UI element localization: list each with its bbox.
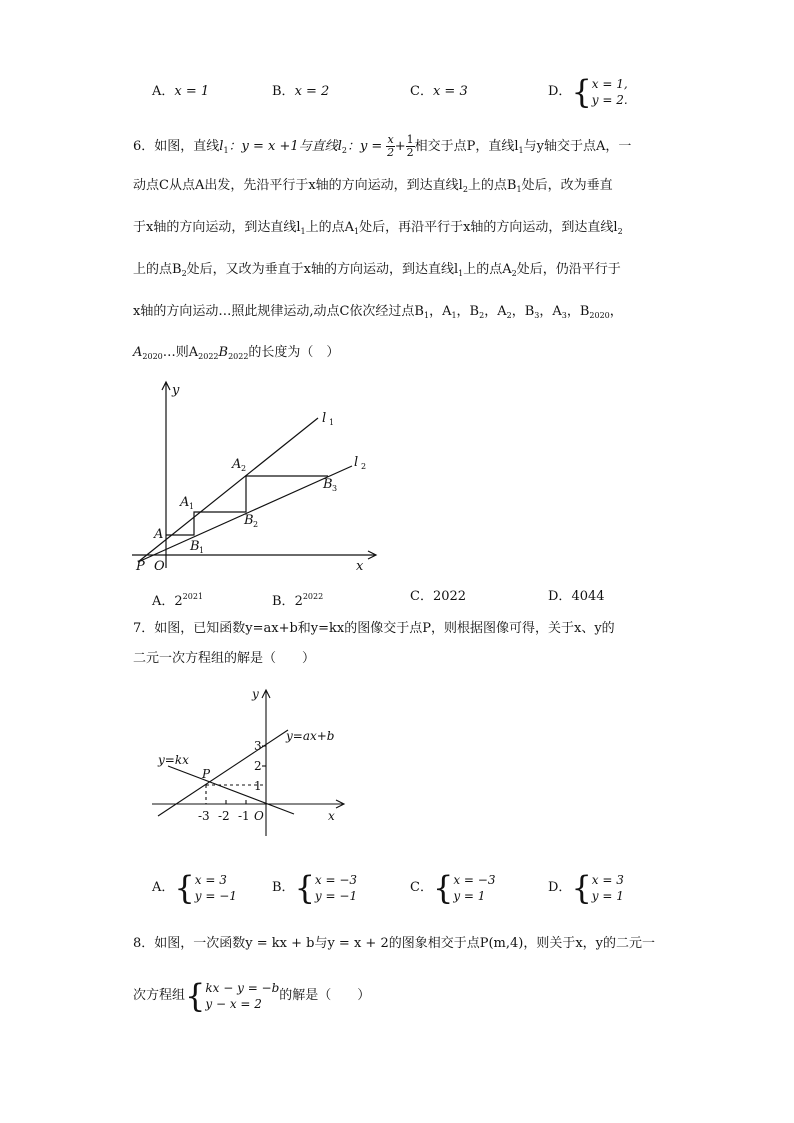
q6-seq-sub: 3 [561, 311, 567, 320]
q6-line-l1 [138, 418, 318, 562]
q7-label-p: P [202, 767, 211, 781]
q5-option-a: A．x = 1 [152, 84, 210, 99]
q6-line-5: x轴的方向运动…照此规律运动,动点C依次经过点$B_1$，$A_1$，$B_2$，$A_2$，$B_3$，$A_3$，$B_{2020}$， [133, 304, 623, 320]
q6-seq-term: ，B [566, 304, 590, 319]
q6-figure [128, 378, 388, 574]
q6-label-l2-sub: 2 [361, 462, 367, 471]
q7-option-d: D．{ x = 3 y = 1 [548, 869, 624, 907]
q6-seq-term: ，A [539, 304, 562, 319]
q6-line-2: 动点C从点A出发，先沿平行于x轴的方向运动，到达直线$l_2$上的点$B_1$处后，改为垂直 [133, 178, 613, 194]
q6-line-4: 上的点$B_2$处后，又改为垂直于x轴的方向运动，到达直线$l_1$上的点$A_2$处后，仍沿平行于 [133, 262, 621, 278]
q6-seq-sub: 3 [534, 311, 540, 320]
q6-seq-term: ，A [429, 304, 452, 319]
q8-line-2: 次方程组{ kx − y = −b y − x = 2 的解是（ ） [133, 977, 371, 1015]
q6-option-d: D．4044 [548, 589, 605, 604]
q6-label-b3: B [323, 477, 333, 492]
q6-label-a2: A [232, 457, 242, 472]
q6-label-l1: l [322, 411, 327, 426]
q6-option-a: A．$2^{2021}$ [152, 592, 204, 609]
q6-label-y: y [172, 383, 180, 398]
q6-option-b: B．$2^{2022}$ [272, 592, 324, 609]
q7-tick-label-m3: -3 [198, 809, 210, 823]
q6-label-a2-sub: 2 [241, 464, 247, 473]
q7-option-b: B．{ x = −3 y = −1 [272, 869, 358, 907]
q7-label-y: y [252, 687, 259, 701]
q5-option-c: C．x = 3 [410, 84, 468, 99]
q6-label-b1: B [190, 539, 200, 554]
q6-seq-sub: 2 [506, 311, 512, 320]
q6-label-l1-sub: 1 [329, 418, 335, 427]
q7-option-a: A．{ x = 3 y = −1 [152, 869, 237, 907]
q5-option-d: D．{ x = 1, y = 2. [548, 73, 628, 111]
q6-seq-term: ，A [484, 304, 507, 319]
q6-seq-term: ，B [511, 304, 535, 319]
q6-label-b2: B [244, 513, 254, 528]
q8-line-1: 8．如图，一次函数y = kx + b与y = x + 2的图象相交于点P(m,4)，则关于x，y的二元一 [133, 936, 656, 951]
q7-label-axb: y=ax+b [286, 729, 335, 743]
q6-line-3: 于x轴的方向运动，到达直线$l_1$上的点$A_1$处后，再沿平行于x轴的方向运动，到达直线$l_2$ [133, 220, 623, 236]
q7-figure [148, 684, 358, 842]
q6-label-b3-sub: 3 [332, 484, 338, 493]
q7-tick-label-3: 3 [254, 739, 262, 753]
q6-label-a1: A [180, 495, 190, 510]
q6-seq-sub: 2020 [589, 311, 610, 320]
q6-option-c: C．2022 [410, 589, 467, 604]
q5-option-b: B．x = 2 [272, 84, 330, 99]
q7-tick-label-m1: -1 [238, 809, 250, 823]
q6-label-o: O [154, 559, 165, 574]
q7-label-o: O [254, 809, 264, 823]
q7-label-kx: y=kx [158, 753, 189, 767]
q6-label-b2-sub: 2 [253, 520, 259, 529]
q6-label-x: x [356, 559, 364, 574]
q6-line-1: 6．如图，直线$l_1$：y = x +1与直线$l_2$：y = $\frac{x}{2}$ + $\frac{1}{2}$ 相交于点P，直线$l_1$与y轴交于点A，一 [133, 133, 632, 159]
q7-tick-label-1: 1 [254, 779, 262, 793]
q7-line-2: 二元一次方程组的解是（ ） [133, 651, 316, 666]
q6-seq-term: ，B [456, 304, 480, 319]
q7-line-1: 7．如图，已知函数y=ax+b和y=kx的图像交于点P，则根据图像可得，关于x、y的 [133, 621, 615, 636]
q6-label-l2: l [354, 455, 359, 470]
q6-seq-sub: 1 [451, 311, 457, 320]
q7-tick-label-m2: -2 [218, 809, 230, 823]
q6-line-6: $A_{2020}\dots$则$A_{2022}B_{2022}$的长度为（ ） [133, 345, 340, 361]
q7-line-kx [168, 766, 294, 814]
q6-label-p: P [136, 559, 145, 574]
q6-label-a1-sub: 1 [189, 502, 195, 511]
q7-tick-label-2: 2 [254, 759, 262, 773]
q7-line-axb [158, 730, 288, 816]
q7-label-x: x [328, 809, 335, 823]
q6-seq-sub: 2 [479, 311, 485, 320]
q7-option-c: C．{ x = −3 y = 1 [410, 869, 496, 907]
q6-label-b1-sub: 1 [199, 546, 205, 555]
q6-label-a: A [154, 527, 164, 542]
